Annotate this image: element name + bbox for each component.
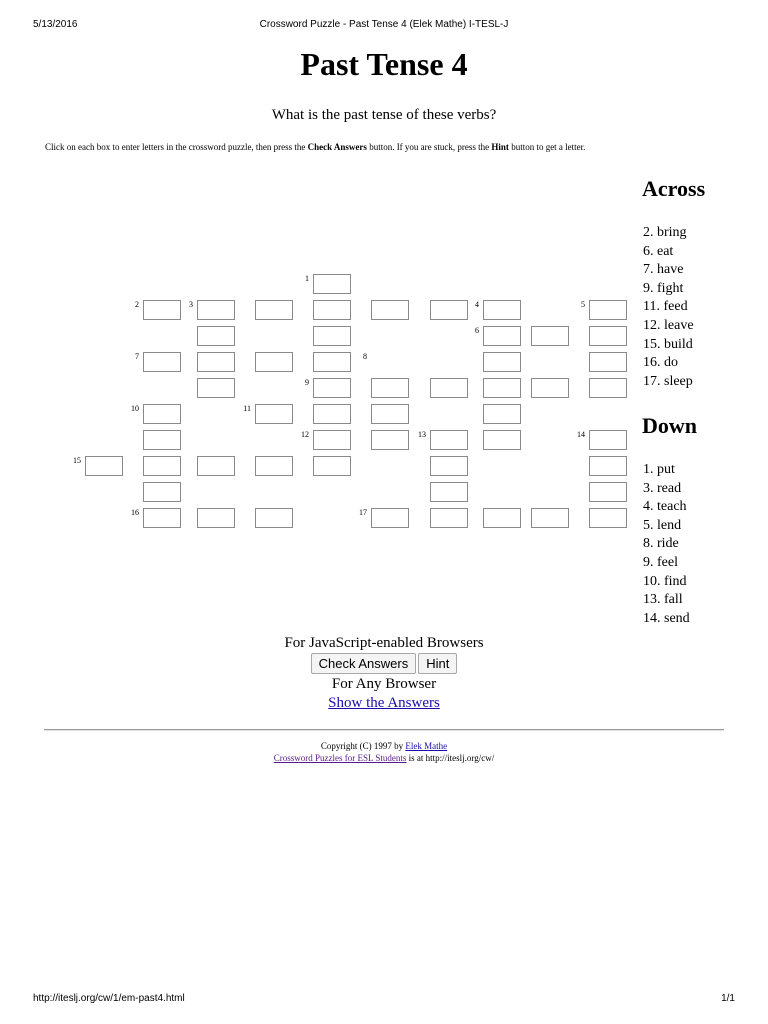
clue-number: 17 (359, 508, 367, 517)
clue-number: 8 (363, 352, 367, 361)
instructions-text-3: button to get a letter. (508, 142, 586, 152)
crossword-cell[interactable] (589, 326, 627, 346)
crossword-cell[interactable] (255, 300, 293, 320)
crossword-cell[interactable] (197, 456, 235, 476)
crossword-cell[interactable] (85, 456, 123, 476)
crossword-cell[interactable] (313, 378, 351, 398)
crossword-cell[interactable] (589, 378, 627, 398)
clue-number: 15 (73, 456, 81, 465)
crossword-cell[interactable] (313, 300, 351, 320)
crossword-cell[interactable] (143, 430, 181, 450)
crossword-cell[interactable] (589, 352, 627, 372)
crossword-cell[interactable] (313, 352, 351, 372)
clue-number: 16 (131, 508, 139, 517)
crossword-cell[interactable] (197, 378, 235, 398)
down-clue: 8. ride (643, 536, 679, 552)
print-url: http://iteslj.org/cw/1/em-past4.html (33, 993, 185, 1004)
crossword-cell[interactable] (483, 404, 521, 424)
page-subtitle: What is the past tense of these verbs? (271, 107, 497, 123)
crossword-cell[interactable] (197, 300, 235, 320)
crossword-cell[interactable] (430, 300, 468, 320)
clue-number: 13 (418, 430, 426, 439)
crossword-cell[interactable] (255, 404, 293, 424)
clue-number: 11 (243, 404, 251, 413)
crossword-cell[interactable] (313, 456, 351, 476)
author-link[interactable]: Elek Mathe (405, 741, 448, 751)
down-clue: 5. lend (643, 517, 682, 533)
clue-number: 7 (135, 352, 139, 361)
check-answers-button[interactable]: Check Answers (311, 653, 417, 674)
across-clue: 2. bring (643, 225, 687, 240)
copyright-text: Copyright (C) 1997 by (320, 741, 406, 751)
down-clue: 13. fall (643, 592, 683, 608)
crossword-cell[interactable] (371, 404, 409, 424)
down-clue: 3. read (643, 480, 682, 496)
print-page-count: 1/1 (721, 993, 735, 1004)
clue-number: 6 (475, 326, 479, 335)
crossword-cell[interactable] (531, 508, 569, 528)
down-clue-list (643, 461, 690, 628)
crossword-cell[interactable] (589, 430, 627, 450)
clue-number: 1 (305, 274, 309, 283)
across-clue: 6. eat (643, 243, 674, 259)
across-heading: Across (642, 176, 706, 201)
crossword-cell[interactable] (255, 352, 293, 372)
instructions-hint-bold: Hint (491, 142, 509, 152)
crossword-cell[interactable] (197, 352, 235, 372)
instructions-text-1: Click on each box to enter letters in the crossword puzzle, then press the (45, 142, 308, 152)
crossword-cell[interactable] (531, 326, 569, 346)
show-answers-link[interactable]: Show the Answers (328, 695, 440, 711)
crossword-cell[interactable] (430, 430, 468, 450)
any-browser-label: For Any Browser (331, 676, 437, 692)
clue-number: 10 (131, 404, 139, 413)
crossword-cell[interactable] (483, 508, 521, 528)
site-url-text: is at http://iteslj.org/cw/ (406, 753, 495, 763)
copyright (0, 740, 768, 764)
clue-number: 12 (301, 430, 309, 439)
crossword-cell[interactable] (143, 352, 181, 372)
crossword-cell[interactable] (483, 378, 521, 398)
crossword-cell[interactable] (143, 456, 181, 476)
across-clue: 12. leave (643, 317, 694, 333)
across-clue: 11. feed (643, 299, 688, 315)
crossword-cell[interactable] (483, 352, 521, 372)
crossword-cell[interactable] (313, 274, 351, 294)
print-header (33, 19, 735, 33)
crossword-cell[interactable] (589, 456, 627, 476)
crossword-cell[interactable] (197, 508, 235, 528)
crossword-cell[interactable] (255, 508, 293, 528)
crossword-cell[interactable] (430, 482, 468, 502)
crossword-cell[interactable] (313, 430, 351, 450)
crossword-cell[interactable] (143, 404, 181, 424)
print-date: 5/13/2016 (33, 19, 78, 30)
clue-number: 3 (189, 300, 193, 309)
site-link[interactable]: Crossword Puzzles for ESL Students (273, 753, 407, 763)
crossword-cell[interactable] (313, 326, 351, 346)
print-page-title: Crossword Puzzle - Past Tense 4 (Elek Mathe) I-TESL-J (259, 19, 509, 30)
across-clue: 15. build (643, 336, 693, 352)
down-clue: 9. feel (643, 554, 678, 570)
crossword-cell[interactable] (483, 300, 521, 320)
crossword-cell[interactable] (430, 456, 468, 476)
crossword-cell[interactable] (143, 482, 181, 502)
crossword-cell[interactable] (197, 326, 235, 346)
crossword-cell[interactable] (143, 508, 181, 528)
clue-number: 4 (475, 300, 479, 309)
crossword-cell[interactable] (531, 378, 569, 398)
controls (0, 634, 768, 713)
across-clue: 17. sleep (643, 373, 693, 389)
down-clue: 4. teach (643, 499, 687, 515)
crossword-cell[interactable] (589, 508, 627, 528)
crossword-cell[interactable] (430, 378, 468, 398)
crossword-cell[interactable] (371, 430, 409, 450)
down-clue: 1. put (643, 462, 675, 477)
crossword-cell[interactable] (371, 378, 409, 398)
clue-number: 14 (577, 430, 585, 439)
instructions-check-bold: Check Answers (307, 142, 367, 152)
across-clue: 16. do (643, 355, 678, 371)
crossword-cell[interactable] (255, 456, 293, 476)
across-clue: 9. fight (643, 280, 684, 296)
clue-number: 5 (581, 300, 585, 309)
crossword-cell[interactable] (430, 508, 468, 528)
clue-number: 9 (305, 378, 309, 387)
instructions-text-2: button. If you are stuck, press the (366, 142, 492, 152)
crossword-cell[interactable] (589, 300, 627, 320)
crossword-cell[interactable] (371, 508, 409, 528)
instructions (45, 141, 725, 153)
across-clue: 7. have (643, 262, 684, 278)
hint-button[interactable]: Hint (418, 653, 457, 674)
print-footer (33, 993, 735, 1007)
down-clue: 10. find (643, 573, 687, 589)
crossword-cell[interactable] (143, 300, 181, 320)
crossword-cell[interactable] (483, 430, 521, 450)
crossword-cell[interactable] (371, 300, 409, 320)
down-clue: 14. send (643, 610, 690, 626)
js-browsers-label: For JavaScript-enabled Browsers (284, 635, 484, 651)
down-heading: Down (642, 413, 698, 438)
crossword-cell[interactable] (589, 482, 627, 502)
page-title: Past Tense 4 (300, 46, 468, 82)
across-clue-list (643, 224, 694, 391)
crossword-cell[interactable] (313, 404, 351, 424)
clue-number: 2 (135, 300, 139, 309)
divider (44, 729, 724, 731)
crossword-cell[interactable] (483, 326, 521, 346)
